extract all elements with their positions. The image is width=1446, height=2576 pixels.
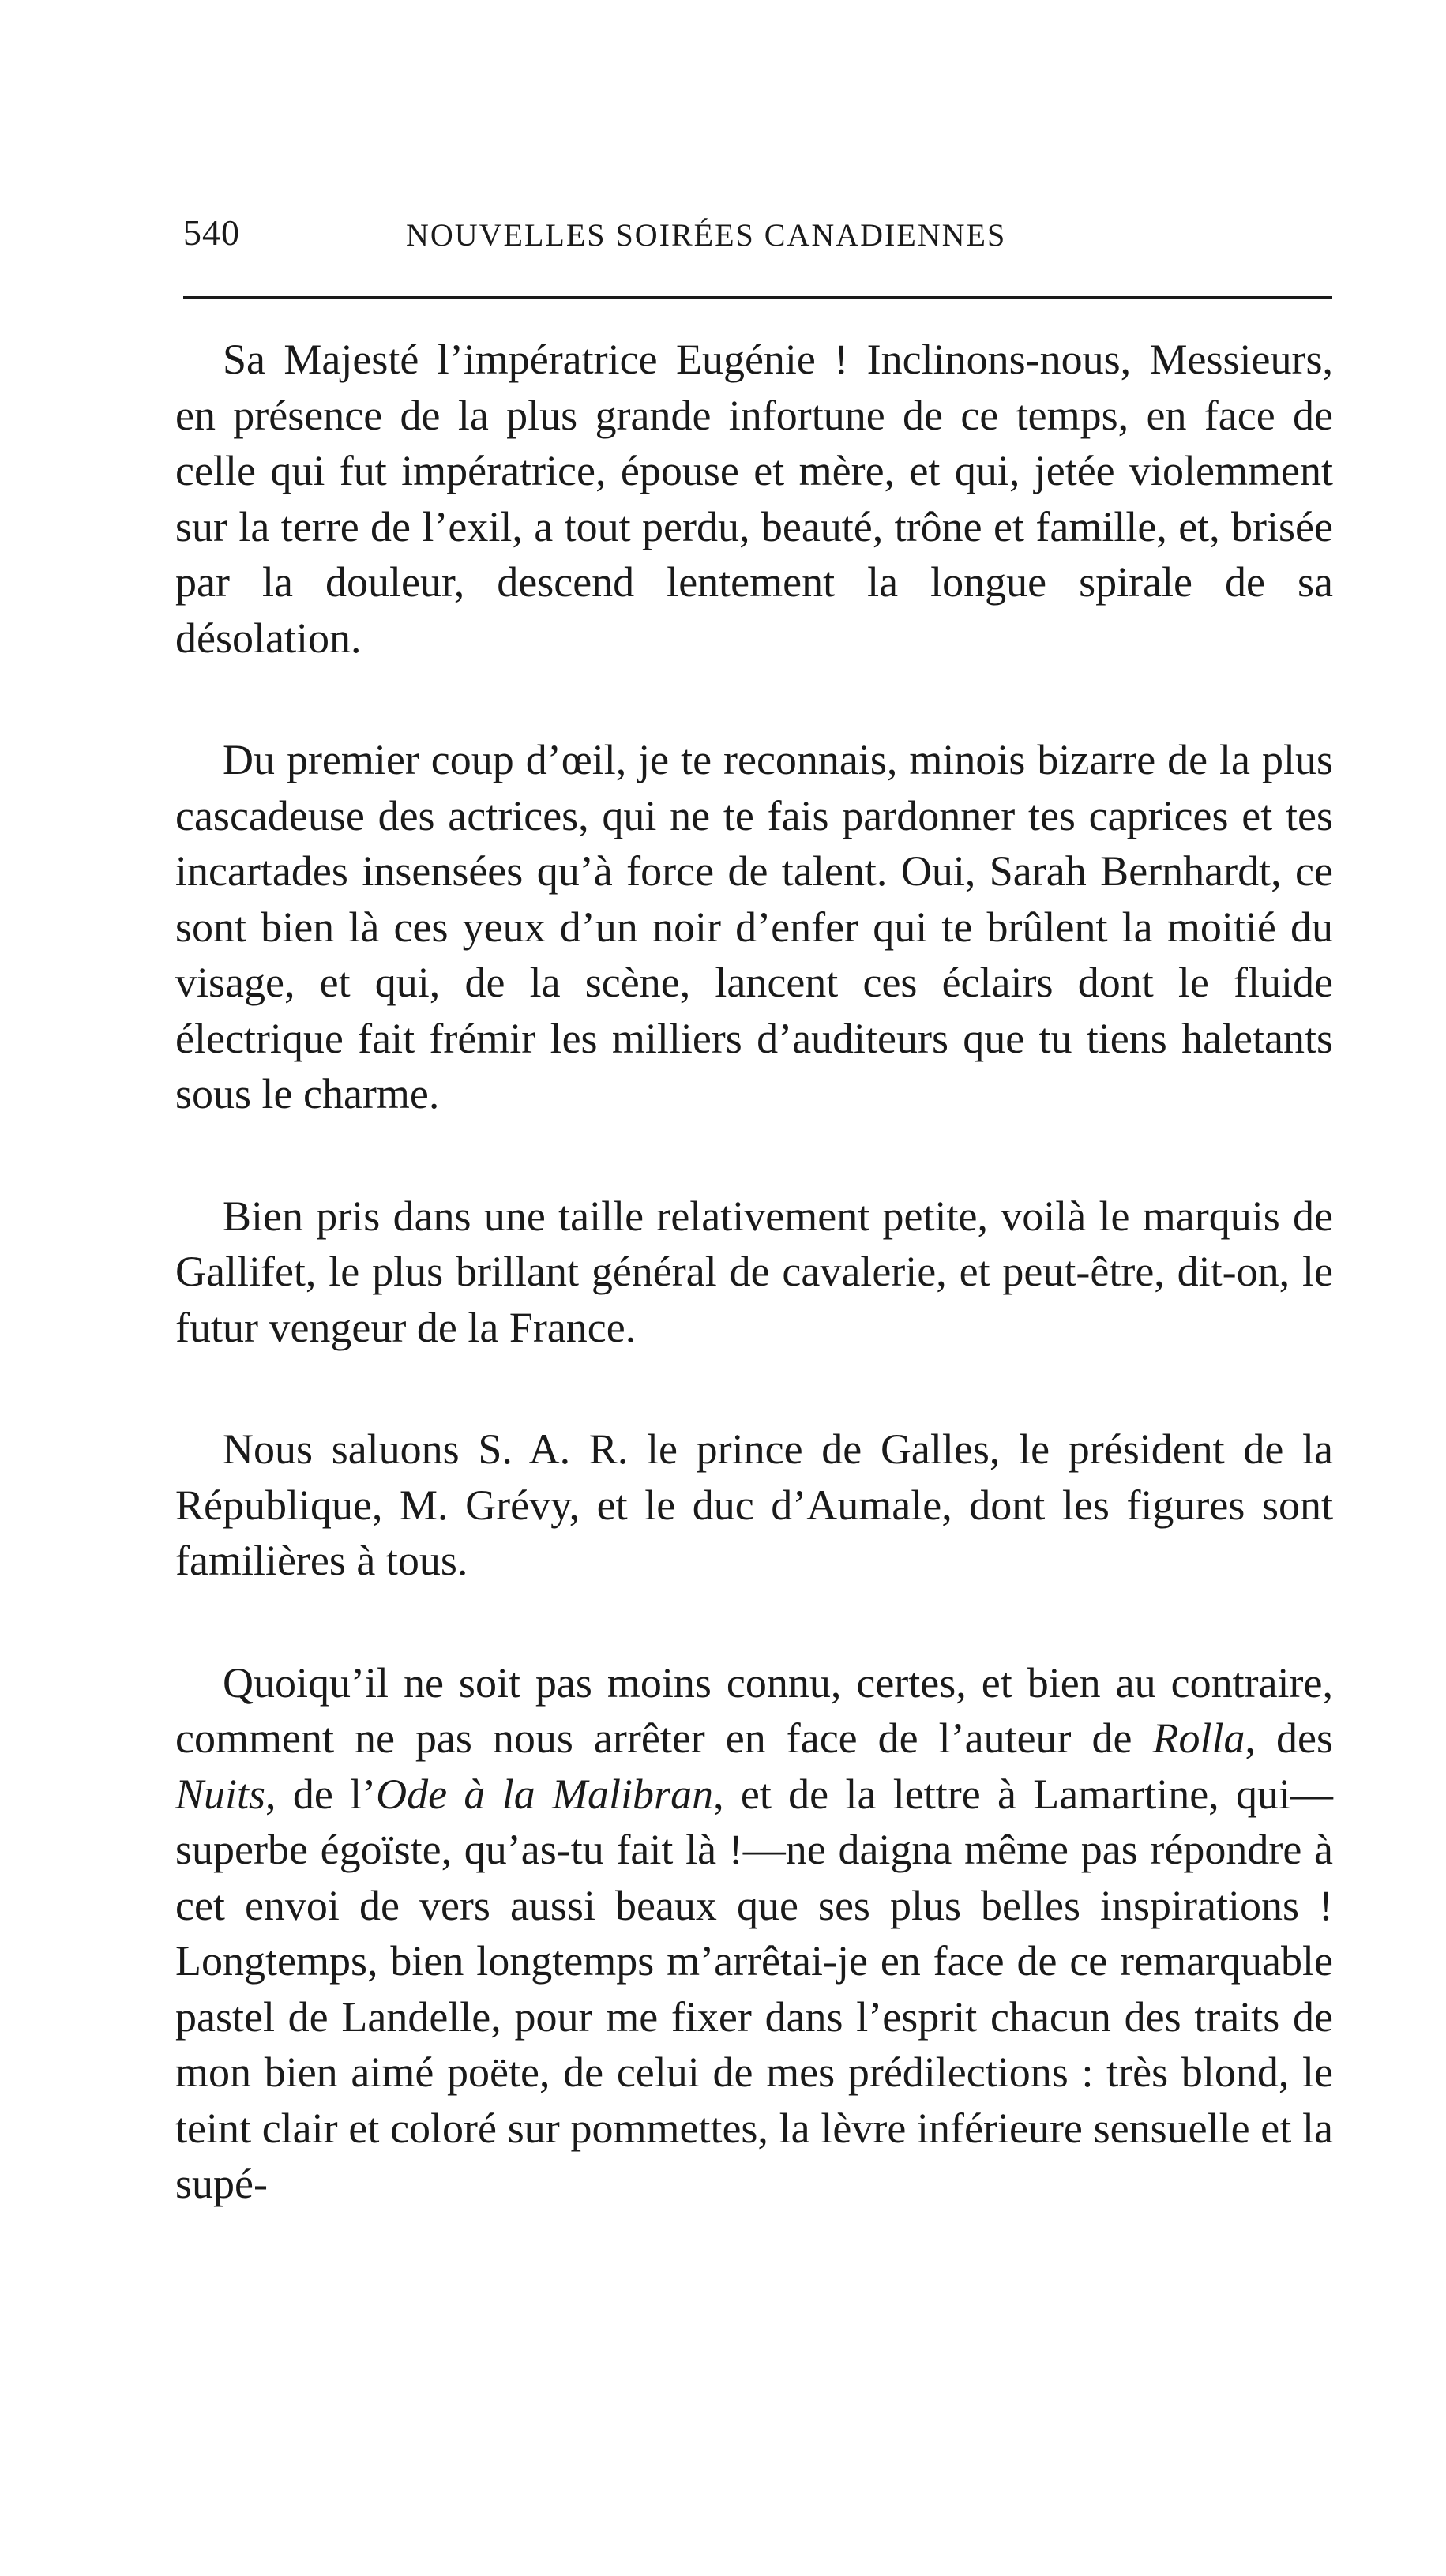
- text-segment: , des: [1245, 1714, 1334, 1762]
- paragraph-eugenie: Sa Majesté l’impératrice Eugénie ! Inclinons-nous, Messieurs, en présence de la plus grande infortune de ce temps, en face de celle qui fut impératrice, épouse et mère, et qui, jetée violemment sur la terre de l’exil, a tout perdu, beauté, trône et famille, et, brisée par la douleur, descend lentement la longue spirale de sa désolation.: [175, 336, 1333, 662]
- header-rule: [183, 296, 1332, 299]
- paragraph-gallifet: Bien pris dans une taille relativement petite, voilà le marquis de Gallifet, le plus brillant général de cavalerie, et peut-être, dit-on, le futur vengeur de la France.: [175, 1192, 1333, 1351]
- body-text: [175, 332, 1333, 2212]
- text-segment: , de l’: [265, 1770, 377, 1818]
- page-header: [183, 212, 1332, 259]
- text-segment: , et de la lettre à Lamartine, qui—superbe égoïste, qu’as-tu fait là !—ne daigna même pas répondre à cet envoi de vers aussi beaux que ses plus belles inspirations ! Longtemps, bien longtemps m’arrêtai-je en face de ce remarquable pastel de Landelle, pour me fixer dans l’esprit chacun des traits de mon bien aimé poëte, de celui de mes prédilections : très blond, le teint clair et coloré sur pommettes, la lèvre inférieure sensuelle et la supé-: [175, 1770, 1333, 2207]
- title-ode-malibran: Ode à la Malibran: [376, 1770, 714, 1818]
- title-nuits: Nuits: [175, 1770, 266, 1818]
- paragraph-musset: [175, 1655, 1333, 2212]
- paragraph-prince-de-galles: Nous saluons S. A. R. le prince de Galles, le président de la République, M. Grévy, et le duc d’Aumale, dont les figures sont familières à tous.: [175, 1425, 1333, 1584]
- page-number: 540: [183, 212, 240, 253]
- text-segment: Quoiqu’il ne soit pas moins connu, certes, et bien au contraire, comment ne pas nous arrêter en face de l’auteur de: [175, 1658, 1333, 1762]
- paragraph-sarah-bernhardt: Du premier coup d’œil, je te reconnais, minois bizarre de la plus cascadeuse des actrices, qui ne te fais pardonner tes caprices et tes incartades insensées qu’à force de talent. Oui, Sarah Bernhardt, ce sont bien là ces yeux d’un noir d’enfer qui te brûlent la moitié du visage, et qui, de la scène, lancent ces éclairs dont le fluide électrique fait frémir les milliers d’auditeurs que tu tiens haletants sous le charme.: [175, 736, 1333, 1117]
- title-rolla: Rolla: [1152, 1714, 1245, 1762]
- running-title: NOUVELLES SOIRÉES CANADIENNES: [406, 217, 1007, 253]
